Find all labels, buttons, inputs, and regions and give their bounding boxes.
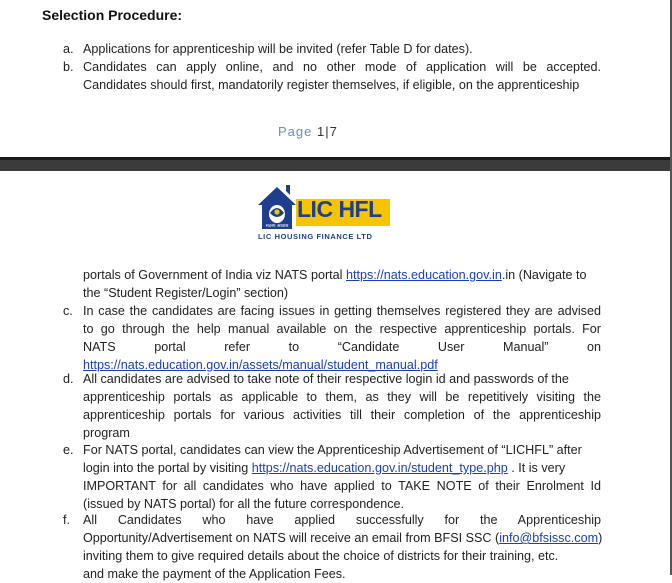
item-text-line: All Candidates who have applied successfully for the Apprenticeship: [83, 513, 601, 527]
emblem-text: सदस्य आवास: [265, 224, 289, 229]
item-text-line: Opportunity/Advertisement on NATS will receive an email from BFSI SSC (info@bfsissc.com): [83, 531, 603, 545]
item-label: e.: [63, 443, 74, 457]
item-label: a.: [63, 42, 74, 56]
page-separator: |: [325, 124, 330, 139]
logo-tagline: LIC HOUSING FINANCE LTD: [258, 232, 373, 241]
page-break: [0, 157, 672, 171]
item-text-line: In case the candidates are facing issues in getting themselves registered they are advised: [83, 304, 601, 318]
item-label: b.: [63, 60, 74, 74]
item-text-line: portals of Government of India viz NATS portal https://nats.education.gov.in.in (Navigate to: [83, 268, 587, 282]
item-label: c.: [63, 304, 73, 318]
item-text-line: apprenticeship portals as applicable to them, as they will be repetitively visiting the: [83, 390, 601, 404]
student-manual-link[interactable]: https://nats.education.gov.in/assets/manual/student_manual.pdf: [83, 358, 438, 372]
logo-brand: LIC HFL: [297, 196, 382, 222]
nats-portal-link[interactable]: https://nats.education.gov.in: [345, 268, 502, 282]
item-text: Applications for apprenticeship will be invited (refer Table D for dates).: [83, 42, 473, 56]
item-text-line: Candidates should first, mandatorily register themselves, if eligible, on the apprenticeship: [83, 78, 580, 92]
page-total: 7: [329, 124, 338, 139]
section-heading: Selection Procedure:: [42, 7, 183, 23]
item-text-line: apprenticeship portals for various activities till their completion of the apprenticeship: [83, 408, 601, 422]
item-text-line: All candidates are advised to take note of their respective login id and passwords of the: [83, 372, 569, 386]
page-prefix: Page: [278, 124, 313, 139]
item-text-line: inviting them to give required details about the choice of districts for their training, etc.: [83, 549, 559, 563]
page-current: 1: [317, 124, 326, 139]
page-1: [0, 0, 672, 157]
item-text-line: the “Student Register/Login” section): [83, 286, 289, 300]
item-text-line: For NATS portal, candidates can view the Apprenticeship Advertisement of “LICHFL” after: [83, 443, 582, 457]
item-text-line: IMPORTANT for all candidates who have applied to TAKE NOTE of their Enrolment Id: [83, 479, 601, 493]
bfsi-email-link[interactable]: info@bfsissc.com: [499, 531, 599, 545]
item-label: f.: [63, 513, 70, 527]
student-type-link[interactable]: https://nats.education.gov.in/student_type.php: [251, 461, 508, 475]
item-text-line: NATS portal refer to “Candidate User Manual” on: [83, 340, 602, 354]
item-label: d.: [63, 372, 74, 386]
item-text-line: Candidates can apply online, and no other mode of application will be accepted.: [83, 60, 601, 74]
item-text-line: to go through the help manual available on the respective apprenticeship portals. For: [83, 322, 601, 336]
item-text-line: program: [83, 426, 130, 440]
item-text-line: (issued by NATS portal) for all the future correspondence.: [83, 497, 405, 511]
item-text-line: and make the payment of the Application Fees.: [83, 567, 346, 581]
page-number: [278, 124, 338, 139]
flame-icon: [274, 209, 279, 214]
item-text-line: login into the portal by visiting https://nats.education.gov.in/student_type.php . It is very: [83, 461, 566, 475]
chimney-icon: [286, 185, 290, 195]
